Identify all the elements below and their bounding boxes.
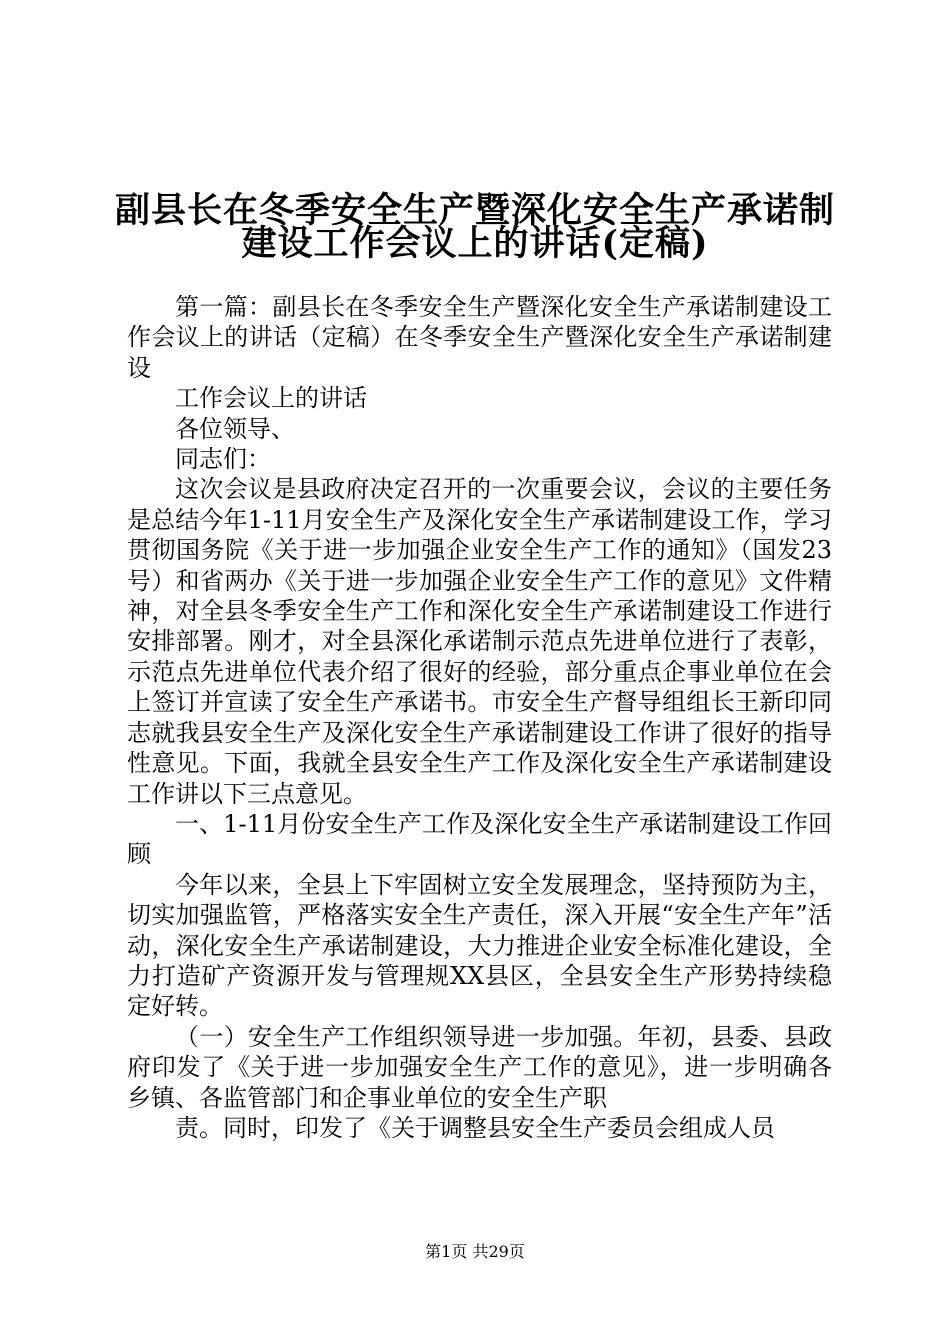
paragraph-greeting-2: 同志们： [175, 445, 271, 474]
paragraph-section-heading: 一、1-11月份安全生产工作及深化安全生产承诺制建设工作回顾 [127, 809, 832, 869]
paragraph-subsection-1: （一）安全生产工作组织领导进一步加强。年初，县委、县政府印发了《关于进一步加强安全生产工作的意见》，进一步明确各乡镇、各监管部门和企事业单位的安全生产职 [127, 1022, 832, 1112]
paragraph-review: 今年以来，全县上下牢固树立安全发展理念，坚持预防为主，切实加强监管，严格落实安全生产责任，深入开展“安全生产年”活动，深化安全生产承诺制建设，大力推进企业安全标准化建设，全力打造矿产资源开发与管理规XX县区，全县安全生产形势持续稳定好转。 [127, 870, 832, 1021]
page-footer: 第1页 共29页 [425, 1242, 525, 1261]
document-body [127, 292, 832, 1143]
paragraph-greeting-1: 各位领导、 [175, 414, 295, 443]
paragraph-opening: 这次会议是县政府决定召开的一次重要会议，会议的主要任务是总结今年1-11月安全生产及深化安全生产承诺制建设工作，学习贯彻国务院《关于进一步加强企业安全生产工作的通知》（国发23号）和省两办《关于进一步加强企业安全生产工作的意见》文件精神，对全县冬季安全生产工作和深化安全生产承诺制建设工作进行安排部署。刚才，对全县深化承诺制示范点先进单位进行了表彰，示范点先进单位代表介绍了很好的经验，部分重点企事业单位在会上签订并宣读了安全生产承诺书。市安全生产督导组组长王新印同志就我县安全生产及深化安全生产承诺制建设工作讲了很好的指导性意见。下面，我就全县安全生产工作及深化安全生产承诺制建设工作讲以下三点意见。 [127, 475, 832, 808]
paragraph-intro: 第一篇：副县长在冬季安全生产暨深化安全生产承诺制建设工作会议上的讲话（定稿）在冬季安全生产暨深化安全生产承诺制建设 [127, 293, 832, 382]
paragraph-continued: 责。同时，印发了《关于调整县安全生产委员会组成人员 [175, 1113, 775, 1142]
document-title-line-2: 建设工作会议上的讲话(定稿) [241, 223, 709, 264]
document-title-line-1: 副县长在冬季安全生产暨深化安全生产承诺制 [115, 190, 836, 231]
paragraph-speech-title: 工作会议上的讲话 [175, 384, 367, 413]
